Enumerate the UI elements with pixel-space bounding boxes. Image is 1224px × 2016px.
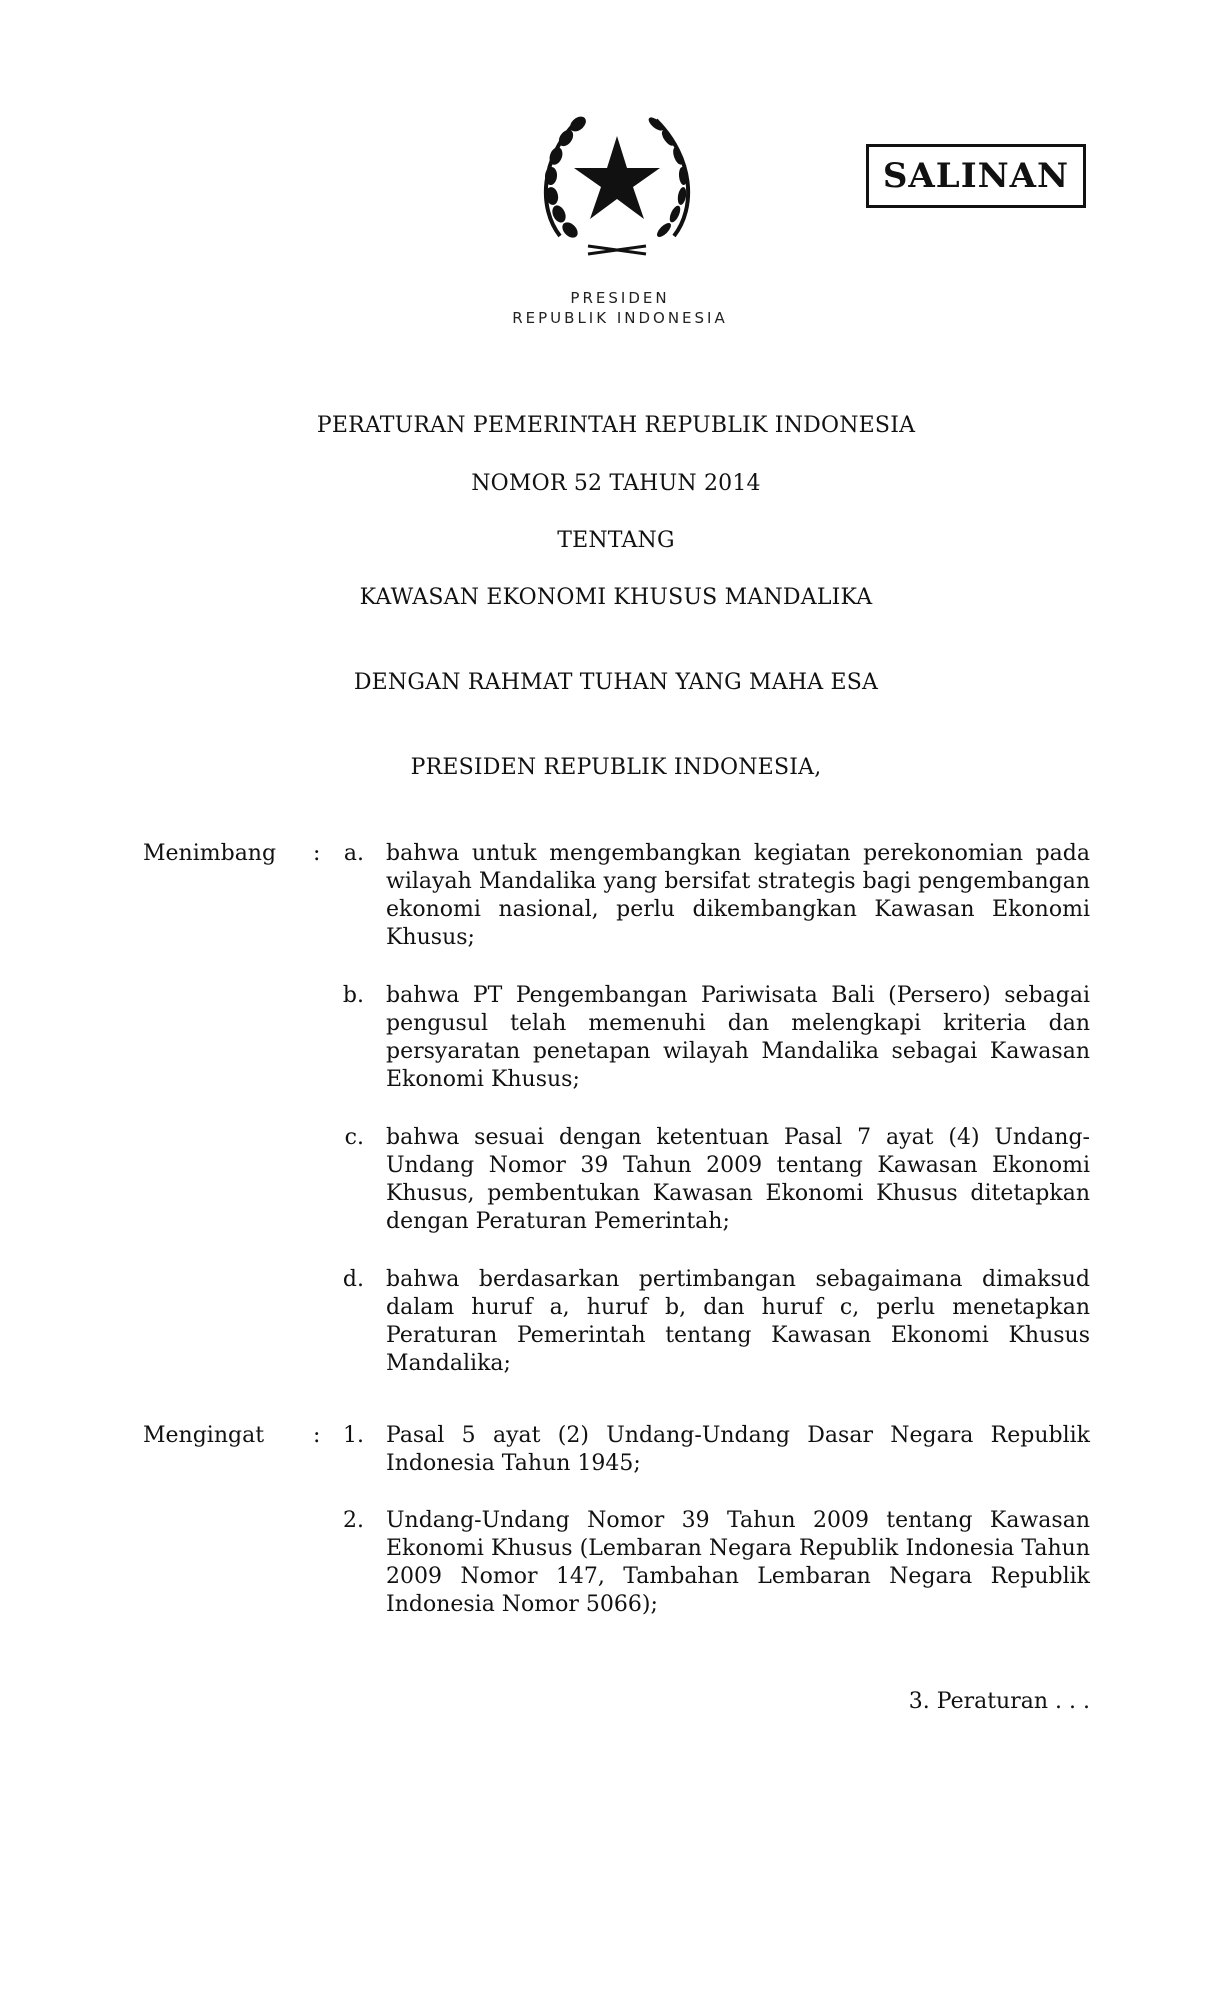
mengingat-item-1: Pasal 5 ayat (2) Undang-Undang Dasar Negara Republik Indonesia Tahun 1945; <box>386 1423 1090 1476</box>
mengingat-label: Mengingat <box>143 1423 265 1448</box>
item-marker: c. <box>344 1125 364 1150</box>
regulation-number: NOMOR 52 TAHUN 2014 <box>471 471 761 496</box>
caption-presiden: PRESIDEN <box>570 289 670 307</box>
regulation-subject: KAWASAN EKONOMI KHUSUS MANDALIKA <box>359 585 873 610</box>
salinan-stamp: SALINAN <box>866 144 1086 208</box>
item-marker: a. <box>343 841 364 866</box>
letterhead-caption <box>440 288 800 328</box>
item-marker: b. <box>342 983 364 1008</box>
regulation-title: PERATURAN PEMERINTAH REPUBLIK INDONESIA <box>316 413 916 438</box>
item-marker: 2. <box>343 1508 364 1533</box>
menimbang-item-c: bahwa sesuai dengan ketentuan Pasal 7 ayat (4) Undang-Undang Nomor 39 Tahun 2009 tentang Kawasan Ekonomi Khusus, pembentukan Kawasan Ekonomi Khusus ditetapkan dengan Peraturan Pemerintah; <box>386 1125 1090 1234</box>
regulation-tentang: TENTANG <box>557 528 675 553</box>
menimbang-label: Menimbang <box>143 841 277 866</box>
invocation: DENGAN RAHMAT TUHAN YANG MAHA ESA <box>353 670 879 695</box>
item-marker: 1. <box>343 1423 364 1448</box>
menimbang-item-d: bahwa berdasarkan pertimbangan sebagaimana dimaksud dalam huruf a, huruf b, dan huruf c, perlu menetapkan Peraturan Pemerintah tentang Kawasan Ekonomi Khusus Mandalika; <box>386 1267 1090 1376</box>
menimbang-colon: : <box>313 841 321 866</box>
caption-republik-indonesia: REPUBLIK INDONESIA <box>512 309 728 327</box>
mengingat-item-2: Undang-Undang Nomor 39 Tahun 2009 tentang Kawasan Ekonomi Khusus (Lembaran Negara Republik Indonesia Tahun 2009 Nomor 147, Tambahan Lembaran Negara Republik Indonesia Nomor 5066); <box>386 1508 1090 1617</box>
menimbang-item-a: bahwa untuk mengembangkan kegiatan perekonomian pada wilayah Mandalika yang bersifat strategis bagi pengembangan ekonomi nasional, perlu dikembangkan Kawasan Ekonomi Khusus; <box>386 841 1090 950</box>
item-marker: d. <box>342 1267 364 1292</box>
issuer: PRESIDEN REPUBLIK INDONESIA, <box>410 755 822 780</box>
mengingat-colon: : <box>313 1423 321 1448</box>
page-continuation: 3. Peraturan . . . <box>908 1689 1090 1714</box>
garuda-star-wreath-emblem-icon <box>538 108 696 258</box>
menimbang-item-b: bahwa PT Pengembangan Pariwisata Bali (Persero) sebagai pengusul telah memenuhi dan melengkapi kriteria dan persyaratan penetapan wilayah Mandalika sebagai Kawasan Ekonomi Khusus; <box>386 983 1090 1092</box>
